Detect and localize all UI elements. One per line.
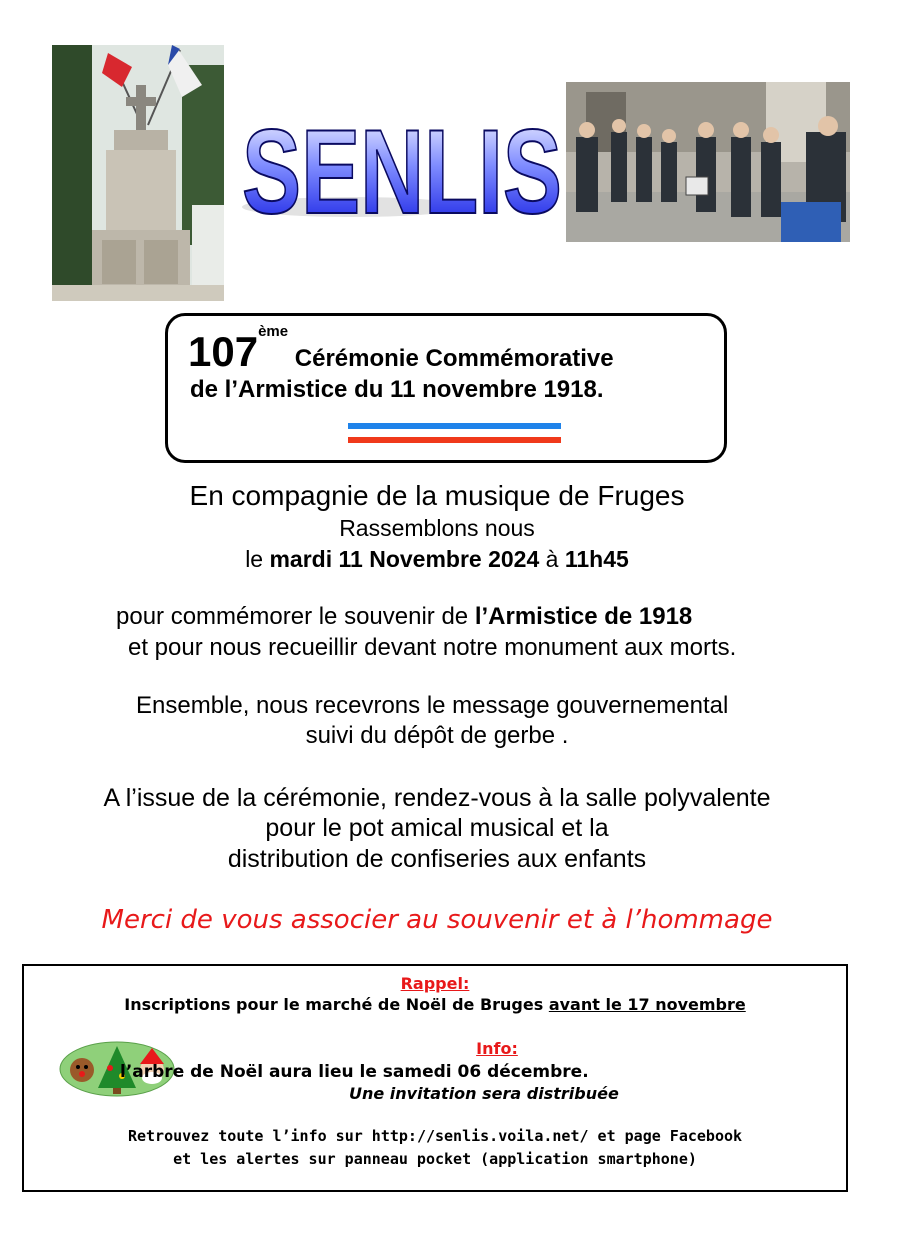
event-title-line2: de l’Armistice du 11 novembre 1918. <box>190 376 604 403</box>
info-christmas-tree: l’arbre de Noël aura lieu le samedi 06 décembre. <box>120 1062 589 1082</box>
after-ceremony-line3: distribution de confiseries aux enfants <box>227 845 647 873</box>
war-memorial-photo <box>52 45 224 301</box>
info-box <box>22 964 848 1192</box>
footer-alerts-line: et les alertes sur panneau pocket (application smartphone) <box>173 1150 697 1168</box>
event-title-box <box>165 313 727 463</box>
event-number: 107 <box>188 328 259 375</box>
date-connector: à <box>539 546 565 572</box>
rappel-label: Rappel: <box>400 974 470 993</box>
ensemble-line2: suivi du dépôt de gerbe . <box>305 722 569 749</box>
purpose-prefix: pour commémorer le souvenir de <box>116 603 475 630</box>
event-date: mardi 11 Novembre 2024 <box>269 546 540 572</box>
flag-stripe-blue <box>348 423 561 429</box>
town-title <box>232 95 572 239</box>
marching-band-photo <box>566 82 850 242</box>
after-ceremony-line2: pour le pot amical musical et la <box>265 814 609 842</box>
event-title-text: Cérémonie Commémorative <box>288 345 614 372</box>
ensemble-line1: Ensemble, nous recevrons le message gouvernemental <box>136 692 729 719</box>
gather-text: Rassemblons nous <box>339 515 535 541</box>
purpose-line2: et pour nous recueillir devant notre monument aux morts. <box>128 634 737 661</box>
date-line <box>0 546 874 573</box>
info-invitation: Une invitation sera distribuée <box>349 1084 619 1103</box>
purpose-line1 <box>116 603 692 631</box>
info-label: Info: <box>476 1039 518 1058</box>
svg-text:SENLIS: SENLIS <box>242 105 562 239</box>
date-prefix: le <box>245 546 270 572</box>
after-ceremony-line1: A l’issue de la cérémonie, rendez-vous à la salle polyvalente <box>103 784 771 812</box>
accompaniment-text: En compagnie de la musique de Fruges <box>189 480 685 511</box>
rappel-deadline: avant le 17 novembre <box>548 995 746 1014</box>
ordinal-suffix: ème <box>258 323 289 340</box>
event-title-line1 <box>188 323 614 376</box>
event-time: 11h45 <box>564 546 629 572</box>
purpose-armistice: l’Armistice de 1918 <box>474 603 693 630</box>
thanks-message: Merci de vous associer au souvenir et à l’hommage <box>101 905 773 935</box>
flag-stripe-red <box>348 437 561 443</box>
footer-website-line: Retrouvez toute l’info sur http://senlis.voila.net/ et page Facebook <box>127 1127 743 1145</box>
rappel-text-prefix: Inscriptions pour le marché de Noël de Bruges <box>124 995 549 1014</box>
rappel-text <box>24 995 846 1014</box>
